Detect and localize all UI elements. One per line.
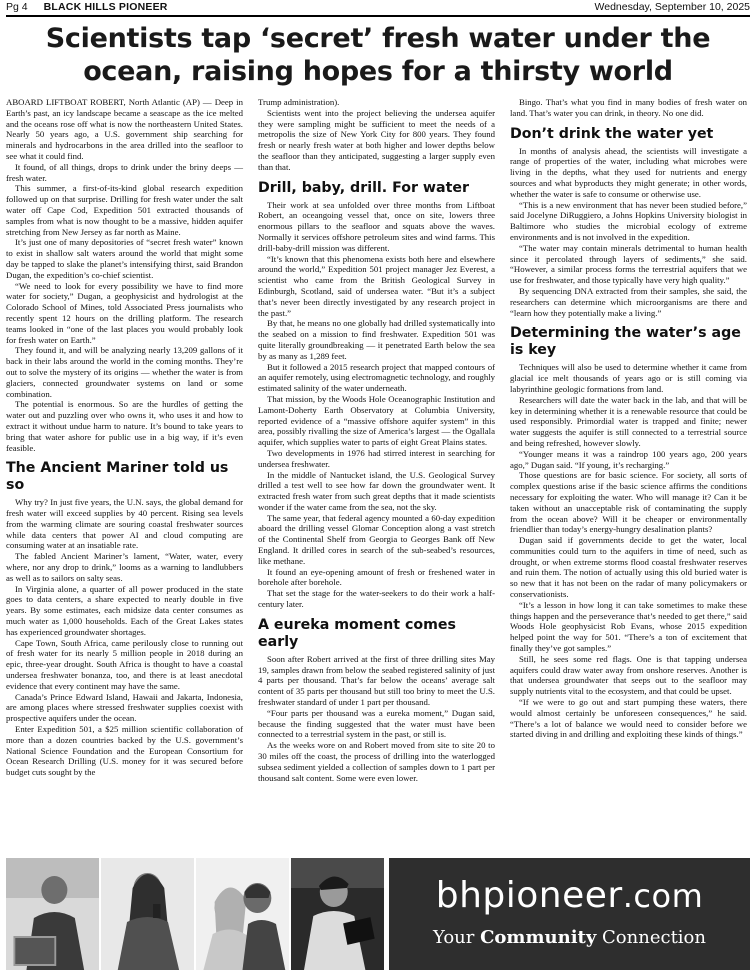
article-column-1 bbox=[6, 97, 243, 778]
article-headline: Scientists tap ‘secret’ fresh water under the ocean, raising hopes for a thirsty world bbox=[45, 23, 711, 87]
paragraph: “The water may contain minerals detrimental to human health since it percolated through layers of sediments,” she said. “However, a similar process forms the terrestrial aquifers that we use for freshwater, and those typically have very high quality.” bbox=[510, 242, 747, 286]
paragraph: The fabled Ancient Mariner’s lament, “Water, water, every where, nor any drop to drink,” looms as a warning to landlubbers as well as to sailors on salty seas. bbox=[6, 551, 243, 583]
paragraph: The potential is enormous. So are the hurdles of getting the water out and puzzling over who owns it, who uses it and how to extract it without undue harm to nature. It’s bound to take years to bring that water ashore for public use in a big way, if it’s even feasible. bbox=[6, 399, 243, 453]
ad-tagline-pre: Your bbox=[433, 927, 481, 948]
paragraph: Canada’s Prince Edward Island, Hawaii and Jakarta, Indonesia, are among places where stressed freshwater supplies coexist with prospective aquifers under the ocean. bbox=[6, 691, 243, 724]
subheading: A eureka moment comes early bbox=[258, 616, 456, 650]
ad-domain-tld: .com bbox=[622, 877, 704, 915]
paragraph: That set the stage for the water-seekers to do their work a half-century later. bbox=[258, 588, 495, 610]
newspaper-name: BLACK HILLS PIONEER bbox=[43, 1, 168, 13]
paragraph: Their work at sea unfolded over three months from Liftboat Robert, an oceangoing vessel that, once on site, lowers three enormous pillars to the seafloor and squats above the waves. Normally it services offshore petroleum sites and wind farms. This drill-baby-drill mission was different. bbox=[258, 199, 495, 253]
paragraph: Bingo. That’s what you find in many bodies of fresh water on land. That’s water you can drink, in theory. No one did. bbox=[510, 97, 747, 118]
issue-date: Wednesday, September 10, 2025 bbox=[594, 1, 750, 13]
paragraph: They found it, and will be analyzing nearly 13,209 gallons of it back in their labs around the world in the coming months. They’re out to solve the mystery of its origins — whether the water is from glaciers, connected groundwater systems on land or some combination. bbox=[6, 345, 243, 399]
article-column-2 bbox=[258, 97, 495, 783]
ad-photo-man-laptop bbox=[6, 858, 99, 970]
paragraph: “It’s known that this phenomena exists both here and elsewhere around the world,” Expedition 501 project manager Jez Everest, a scientist who came from the British Geological Survey in Edinburgh, Scotland, said of undersea water. “But it’s a subject that’s never been directly investigated by any research project in the past.” bbox=[258, 253, 495, 318]
paragraph: But it followed a 2015 research project that mapped contours of an aquifer remotely, using electromagnetic technology, and roughly estimated salinity of the water underneath. bbox=[258, 361, 495, 394]
paragraph: Why try? In just five years, the U.N. says, the global demand for fresh water will exceed supplies by 40 percent. Rising sea levels from the warming climate are souring coastal freshwater sources while data centers that power AI and cloud computing are consuming water at an insatiable rate. bbox=[6, 497, 243, 551]
paragraph: That mission, by the Woods Hole Oceanographic Institution and Lamont-Doherty Earth Observatory at Columbia University, reported evidence of a “massive offshore aquifer system” in this area, possibly rivalling the size of America’s largest — the Ogallala aquifer, which supplies water to parts of eight Great Plains states. bbox=[258, 393, 495, 448]
paragraph: Researchers will date the water back in the lab, and that will be key in determining whether it is a renewable resource that could be used responsibly. Primordial water is trapped and finite; newer water suggests the aquifer is still connected to a terrestrial source and being refreshed, however slowly. bbox=[510, 394, 747, 448]
paragraph: Enter Expedition 501, a $25 million scientific collaboration of more than a dozen countries backed by the U.S. government’s National Science Foundation and the European Consortium for Ocean Research Drilling (U.S. money for it was secured before budget cuts sought by the bbox=[6, 724, 243, 778]
subheading: The Ancient Mariner told us so bbox=[6, 460, 229, 494]
paragraph: Scientists went into the project believing the undersea aquifer they were sampling might be sufficient to meet the needs of a metropolis the size of New York City for 800 years. They found fresh or nearly fresh water at both higher and lower depths below the seafloor than they anticipated, suggesting a larger supply even than that. bbox=[258, 107, 495, 172]
paragraph: Still, he sees some red flags. One is that tapping undersea aquifers could draw water away from onshore reserves. Another is that undersea groundwater that seeps out to the seafloor may supply nutrients vital to the ecosystem, and that could be upset. bbox=[510, 653, 747, 697]
ad-domain bbox=[389, 874, 750, 918]
subheading: Determining the water’s age is key bbox=[510, 325, 741, 359]
ad-domain-name: bhpioneer bbox=[435, 875, 623, 916]
paragraph: “We need to look for every possibility we have to find more water for society,” Dugan, a geophysicist and hydrologist at the Colorado School of Mines, told Associated Press journalists who recently spent 12 hours on the drilling platform. The research teams looked in “one of the last places you would probably look for fresh water on Earth.” bbox=[6, 280, 243, 345]
ad-tagline-bold: Community bbox=[480, 927, 597, 948]
paragraph: In the middle of Nantucket island, the U.S. Geological Survey drilled a test well to see how far down the groundwater went. It extracted fresh water from such great depths that it made scientists wonder if the water came from the sea, not the sky. bbox=[258, 469, 495, 512]
ad-photo-woman-phone bbox=[101, 858, 194, 970]
page-header bbox=[6, 0, 750, 14]
paragraph: It’s just one of many depositories of “secret fresh water” known to exist in shallow salt waters around the world that might some day be tapped to slake the planet’s intensifying thirst, said Brandon Dugan, the expedition’s co-chief scientist. bbox=[6, 237, 243, 280]
paragraph: Soon after Robert arrived at the first of three drilling sites May 19, samples drawn from below the seabed registered salinity of just 4 parts per thousand. That’s far below the oceans’ average salt content of 35 parts per thousand but still too briny to meet the U.S. freshwater standard of under 1 part per thousand. bbox=[258, 653, 495, 708]
paragraph: Those questions are for basic science. For society, all sorts of complex questions arise if the basic science affirms the conditions necessary for exploiting the water. Who will manage it? Can it be taken without an unacceptable risk of contaminating the supply from the ocean above? Will it be cheaper or environmentally friendlier than today’s energy-hungry desalination plants? bbox=[510, 470, 747, 535]
paragraph: Dugan said if governments decide to get the water, local communities could turn to the aquifers in time of need, such as drought, or when extreme storms flood coastal freshwater reserves and ruin them. The notion of actually using this old buried water is so new that it has not been on the radar of many policymakers or conservationists. bbox=[510, 535, 747, 600]
ad-tagline bbox=[389, 926, 750, 950]
ad-tagline-post: Connection bbox=[596, 927, 706, 948]
paragraph: “Four parts per thousand was a eureka moment,” Dugan said, because the finding suggested that the water must have been connected to a terrestrial system in the past, or still is. bbox=[258, 707, 495, 740]
page-number: Pg 4 bbox=[6, 1, 28, 13]
paragraph: By sequencing DNA extracted from their samples, she said, the researchers can determine which microorganisms are there and “learn how they potentially make a living.” bbox=[510, 285, 747, 318]
paragraph: “This is a new environment that has never been studied before,” said Jocelyne DiRuggiero, a Johns Hopkins University biologist in Baltimore who studies the microbial ecology of extreme environments and is not involved in the expedition. bbox=[510, 199, 747, 242]
paragraph: Cape Town, South Africa, came perilously close to running out of fresh water for its nearly 5 million people in 2018 during an epic, three-year drought. South Africa is thought to have a coastal undersea freshwater bonanza, too, and there is at least anecdotal evidence that every continent may have the same. bbox=[6, 637, 243, 691]
paragraph: In Virginia alone, a quarter of all power produced in the state goes to data centers, a share expected to nearly double in five years. By some estimates, each midsize data center consumes as much water as 1,000 households. Each of the Great Lakes states has experienced groundwater shortages. bbox=[6, 583, 243, 637]
subheading: Drill, baby, drill. For water bbox=[258, 179, 470, 196]
paragraph: “If we were to go out and start pumping these waters, there would almost certainly be unforeseen consequences,” he said. “There’s a lot of balance we would need to consider before we started diving in and drilling and exploiting these kinds of things.” bbox=[510, 697, 747, 740]
paragraph: “It’s a lesson in how long it can take sometimes to make these things happen and the perseverance that’s needed to get there,” said Woods Hole geophysicist Rob Evans, whose 2015 expedition helped point the way for 501. “There’s a ton of excitement that finally they’ve got samples.” bbox=[510, 599, 747, 654]
ad-photo-man-tablet bbox=[291, 858, 384, 970]
article-column-3 bbox=[510, 97, 747, 740]
header-rule bbox=[6, 15, 750, 17]
paragraph: Two developments in 1976 had stirred interest in searching for undersea freshwater. bbox=[258, 447, 495, 469]
paragraph: ABOARD LIFTBOAT ROBERT, North Atlantic (AP) — Deep in Earth’s past, an icy landscape became a seascape as the ice melted and the oceans rose off what is now the northeastern United States. Nearly 50 years ago, a U.S. government ship searching for minerals and hydrocarbons in the area drilled into the seafloor to see what it could find. bbox=[6, 97, 243, 161]
paragraph: It found an eye-opening amount of fresh or freshened water in borehole after borehole. bbox=[258, 566, 495, 588]
paragraph: This summer, a first-of-its-kind global research expedition followed up on that surprise. Drilling for fresh water under the salt water off Cape Cod, Expedition 501 extracted thousands of samples from what is now thought to be a massive, hidden aquifer stretching from New Jersey as far north as Maine. bbox=[6, 183, 243, 237]
paragraph: By that, he means no one globally had drilled systematically into the seabed on a mission to find freshwater. Expedition 501 was quite literally groundbreaking — it penetrated Earth below the sea by as many as 1,289 feet. bbox=[258, 318, 495, 361]
paragraph: As the weeks wore on and Robert moved from site to site 20 to 30 miles off the coast, the process of drilling into the waterlogged subsea sediment yielded a collection of samples down to 1 part per thousand salt content. Some were even lower. bbox=[258, 740, 495, 783]
paragraph: It found, of all things, drops to drink under the briny deeps — fresh water. bbox=[6, 161, 243, 183]
ad-banner[interactable] bbox=[389, 858, 750, 970]
paragraph: Trump administration). bbox=[258, 97, 340, 107]
paragraph: Techniques will also be used to determine whether it came from glacial ice melt thousands of years ago or is still coming via labyrinthine geologic formations from land. bbox=[510, 362, 747, 394]
subheading: Don’t drink the water yet bbox=[510, 125, 714, 142]
paragraph: The same year, that federal agency mounted a 60-day expedition aboard the drilling vessel Glomar Conception along a vast stretch of the Continental Shelf from Georgia to Georges Bank off New England. It drilled cores in search of the sub-seabed’s resources, like methane. bbox=[258, 512, 495, 566]
ad-photo-couple bbox=[196, 858, 289, 970]
paragraph: “Younger means it was a raindrop 100 years ago, 200 years ago,” Dugan said. “If young, it’s recharging.” bbox=[510, 448, 747, 470]
paragraph: In months of analysis ahead, the scientists will investigate a range of properties of the water, including what microbes were living in the depths, what they used for nutrients and energy sources and what byproducts they might generate; in other words, whether the water is safe to consume or otherwise use. bbox=[510, 145, 747, 199]
ad-photo-strip bbox=[6, 858, 384, 970]
